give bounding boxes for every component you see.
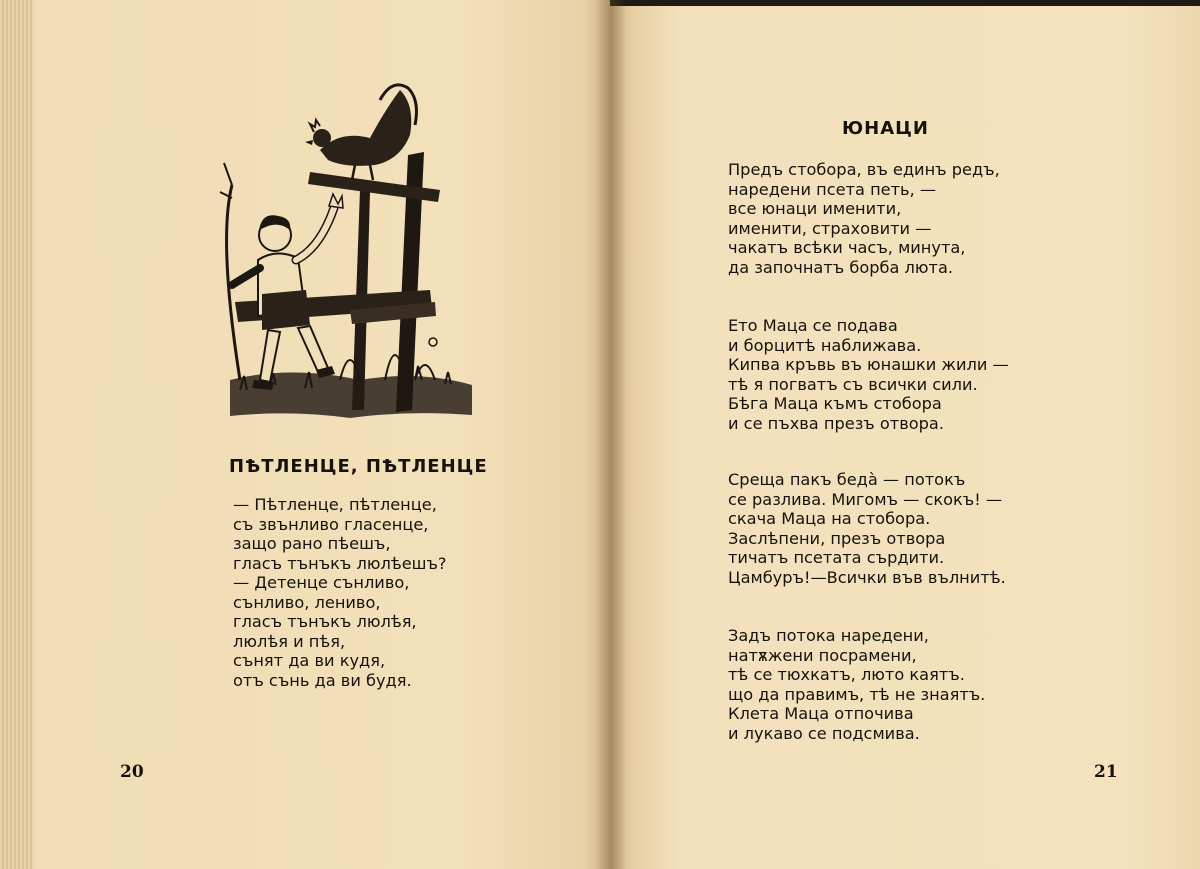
verse-line: гласъ тънъкъ люлѣя, — [233, 612, 417, 631]
verse-line: именити, страховити — — [728, 218, 932, 238]
verse-line: скача Маца на стобора. — [728, 509, 931, 528]
stanza — [728, 626, 985, 743]
verse-line: Цамбуръ!—Всички във вълнитѣ. — [728, 567, 1006, 587]
verse-line: Бѣга Маца къмъ стобора — [728, 394, 942, 413]
verse-line: сънят да ви кудя, — [233, 651, 386, 670]
poem-title-left: ПѢТЛЕНЦЕ, ПѢТЛЕНЦЕ — [229, 456, 488, 477]
verse-line: — Пѣтленце, пѣтленце, — [233, 495, 437, 514]
verse-line: Заслѣпени, презъ отвора — [728, 528, 946, 548]
stanza — [728, 316, 1009, 433]
poem-title-right: ЮНАЦИ — [842, 118, 929, 139]
verse-line: чакатъ всѣки часъ, минута, — [728, 238, 966, 257]
page-edges — [0, 0, 34, 869]
verse-line: люлѣя и пѣя, — [233, 631, 346, 651]
verse-line: Предъ стобора, въ единъ редъ, — [728, 160, 1000, 179]
verse-line: натѫжени посрамени, — [728, 645, 917, 665]
stanza — [728, 160, 1000, 277]
verse-line: тѣ се тюхкатъ, люто каятъ. — [728, 665, 965, 684]
verse-line: и борцитѣ наближава. — [728, 335, 922, 355]
page-number-left: 20 — [120, 762, 144, 782]
verse-line: Клета Маца отпочива — [728, 704, 914, 723]
verse-line: Среща пакъ бедà — потокъ — [728, 470, 966, 489]
verse-line: — Детенце сънливо, — [233, 573, 410, 592]
verse-line: Ето Маца се подава — [728, 316, 898, 335]
verse-line: тичатъ псетата сърдити. — [728, 548, 945, 567]
verse-line: съ звънливо гласенце, — [233, 514, 429, 534]
verse-line: отъ сънь да ви будя. — [233, 670, 412, 690]
verse-line: и се пъхва презъ отвора. — [728, 413, 945, 433]
poem-left-text — [233, 495, 447, 690]
book-gutter — [596, 0, 626, 869]
verse-line: що да правимъ, тѣ не знаятъ. — [728, 684, 986, 704]
stanza — [728, 470, 1006, 587]
boy-and-rooster-on-fence-illustration — [210, 80, 480, 430]
verse-line: и лукаво се подсмива. — [728, 723, 920, 743]
verse-line: да започнатъ борба люта. — [728, 257, 954, 277]
page-number-right: 21 — [1094, 762, 1118, 782]
verse-line: се разлива. Мигомъ — скокъ! — — [728, 489, 1003, 509]
verse-line: защо рано пѣешъ, — [233, 534, 391, 553]
verse-line: гласъ тънъкъ люлѣешъ? — [233, 553, 447, 573]
verse-line: наредени псета петь, — — [728, 179, 937, 199]
verse-line: все юнаци именити, — [728, 199, 902, 218]
verse-line: сънливо, лениво, — [233, 592, 381, 612]
verse-line: тѣ я погватъ съ всички сили. — [728, 374, 978, 394]
verse-line: Кипва кръвь въ юнашки жили — — [728, 355, 1009, 374]
scan-border — [610, 0, 1200, 6]
verse-line: Задъ потока наредени, — [728, 626, 929, 645]
